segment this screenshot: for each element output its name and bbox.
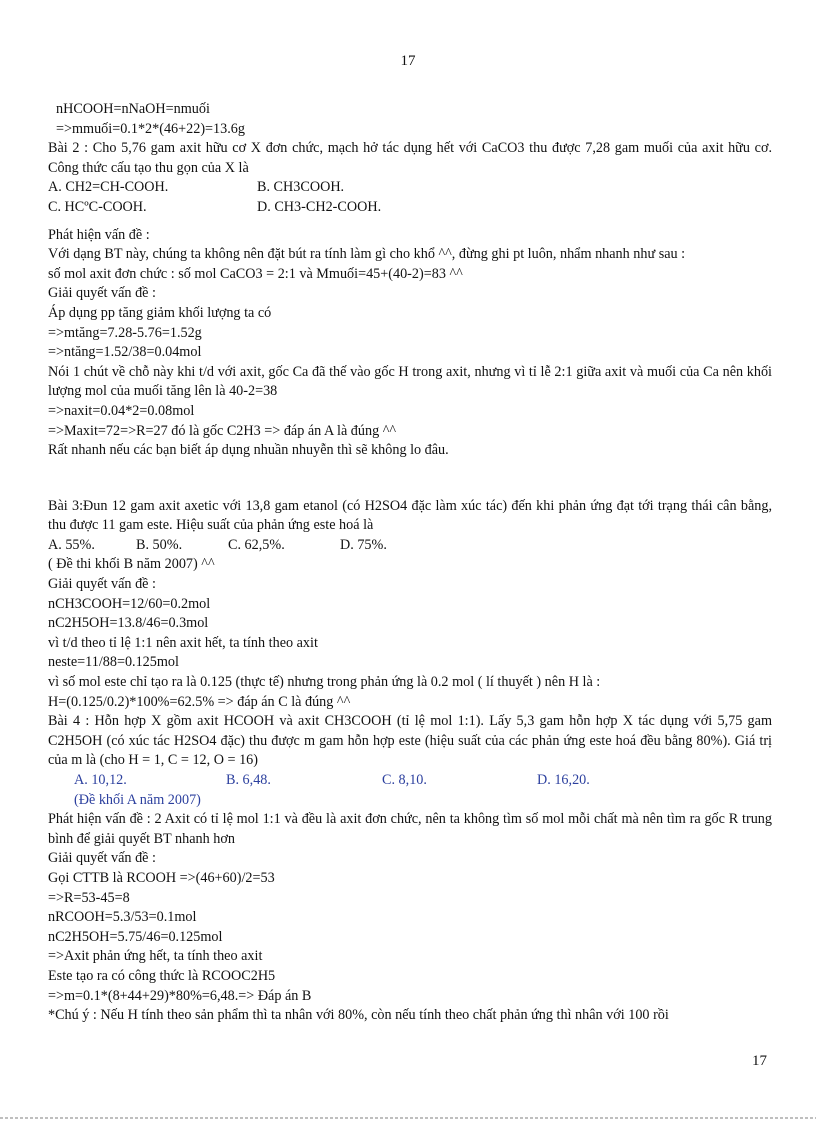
- text-line: =>ntăng=1.52/38=0.04mol: [48, 344, 202, 361]
- question-2-options-row2: [48, 198, 772, 218]
- text-line: nC2H5OH=13.8/46=0.3mol: [48, 615, 209, 632]
- text-paragraph: Nói 1 chút về chỗ này khi t/d với axit, gốc Ca đã thế vào gốc H trong axit, nhưng vì tỉ lễ 2:1 giữa axit và muối của Ca nên khối lượng mol của muối tăng lên là 40-2=38: [48, 363, 772, 400]
- option-b: B. CH3COOH.: [257, 179, 345, 196]
- text-line: H=(0.125/0.2)*100%=62.5% => đáp án C là đúng ^^: [48, 693, 351, 710]
- text-paragraph: Phát hiện vấn đề : 2 Axit có tỉ lệ mol 1:1 và đều là axit đơn chức, nên ta không tìm số mol mỗi chất mà nên tìm ra gốc R trung bình để giải quyết BT nhanh hơn: [48, 811, 772, 847]
- text-line: =>mmuối=0.1*2*(46+22)=13.6g: [56, 120, 245, 137]
- question-3: Bài 3:Đun 12 gam axit axetic với 13,8 gam etanol (có H2SO4 đặc làm xúc tác) đến khi phản ứng đạt tới trạng thái cân bằng, thu được 11 gam este. Hiệu suất của phản ứng este hoá là: [48, 497, 772, 534]
- option-a: A. 10,12.: [74, 772, 127, 788]
- bottom-border: [0, 1117, 816, 1119]
- text-line: neste=11/88=0.125mol: [48, 654, 179, 671]
- option-a: A. 55%.: [48, 536, 95, 553]
- option-b: B. 50%.: [136, 536, 183, 553]
- page-number-top: 17: [400, 53, 416, 69]
- text-line: Giải quyết vấn đề :: [48, 285, 156, 302]
- text-line: Giải quyết vấn đề :: [48, 576, 156, 593]
- text-line: vì t/d theo tỉ lệ 1:1 nên axit hết, ta tính theo axit: [48, 634, 318, 651]
- text-line: Giải quyết vấn đề :: [48, 850, 156, 867]
- option-c: C. 62,5%.: [228, 536, 285, 553]
- document-body: [48, 100, 772, 1026]
- text-line: =>mtăng=7.28-5.76=1.52g: [48, 324, 202, 341]
- text-line: Phát hiện vấn đề :: [48, 226, 150, 243]
- text-line: =>Axit phản ứng hết, ta tính theo axit: [48, 948, 263, 965]
- text-line: *Chú ý : Nếu H tính theo sản phẩm thì ta nhân với 80%, còn nếu tính theo chất phản ứng thì nhân với 100 rồi: [48, 1007, 669, 1024]
- text-line: =>naxit=0.04*2=0.08mol: [48, 402, 195, 419]
- text-line: =>R=53-45=8: [48, 889, 130, 906]
- text-line: nCH3COOH=12/60=0.2mol: [48, 595, 211, 612]
- text-line: nC2H5OH=5.75/46=0.125mol: [48, 928, 223, 945]
- option-c: C. HCºC-COOH.: [48, 198, 147, 215]
- text-line: nRCOOH=5.3/53=0.1mol: [48, 909, 197, 926]
- question-2: Bài 2 : Cho 5,76 gam axit hữu cơ X đơn chức, mạch hở tác dụng hết với CaCO3 thu được 7,28 gam muối của axit hữu cơ. Công thức cấu tạo thu gọn của X là: [48, 140, 772, 176]
- question-4: Bài 4 : Hỗn hợp X gồm axit HCOOH và axit CH3COOH (tỉ lệ mol 1:1). Lấy 5,3 gam hỗn hợp X tác dụng với 5,75 gam C2H5OH (có xúc tác H2SO4 đặc) thu được m gam hỗn hợp este (hiệu suất của các phản ứng este hoá đều bằng 80%). Giá trị của m là (cho H = 1, C = 12, O = 16): [48, 713, 772, 769]
- option-d: D. 75%.: [340, 536, 387, 553]
- page-number-bottom: 17: [752, 1053, 767, 1069]
- text-line: Rất nhanh nếu các bạn biết áp dụng nhuần nhuyễn thì sẽ không lo đâu.: [48, 442, 449, 459]
- exam-source: (Đề khối A năm 2007): [74, 791, 201, 808]
- option-d: D. CH3-CH2-COOH.: [257, 198, 382, 215]
- text-line: =>Maxit=72=>R=27 đó là gốc C2H3 => đáp án A là đúng ^^: [48, 422, 397, 439]
- text-line: Este tạo ra có công thức là RCOOC2H5: [48, 967, 276, 984]
- text-line: vì số mol este chỉ tạo ra là 0.125 (thực tế) nhưng trong phản ứng là 0.2 mol ( lí thuyết ) nên H là :: [48, 674, 601, 691]
- text-line: số mol axit đơn chức : số mol CaCO3 = 2:1 và Mmuối=45+(40-2)=83 ^^: [48, 265, 463, 282]
- question-2-options-row1: [48, 178, 772, 198]
- option-c: C. 8,10.: [382, 772, 427, 788]
- text-line: Với dạng BT này, chúng ta không nên đặt bút ra tính làm gì cho khổ ^^, đừng ghi pt luôn, nhẩm nhanh như sau :: [48, 246, 686, 263]
- option-a: A. CH2=CH-COOH.: [48, 179, 169, 196]
- text-line: nHCOOH=nNaOH=nmuối: [56, 101, 210, 117]
- option-d: D. 16,20.: [537, 772, 590, 788]
- text-line: Áp dụng pp tăng giảm khối lượng ta có: [48, 304, 272, 321]
- option-b: B. 6,48.: [226, 772, 271, 788]
- text-line: =>m=0.1*(8+44+29)*80%=6,48.=> Đáp án B: [48, 987, 312, 1004]
- exam-source: ( Đề thi khối B năm 2007) ^^: [48, 556, 215, 573]
- text-line: Gọi CTTB là RCOOH =>(46+60)/2=53: [48, 869, 275, 886]
- question-3-options: [48, 536, 772, 556]
- question-4-options: [48, 771, 772, 791]
